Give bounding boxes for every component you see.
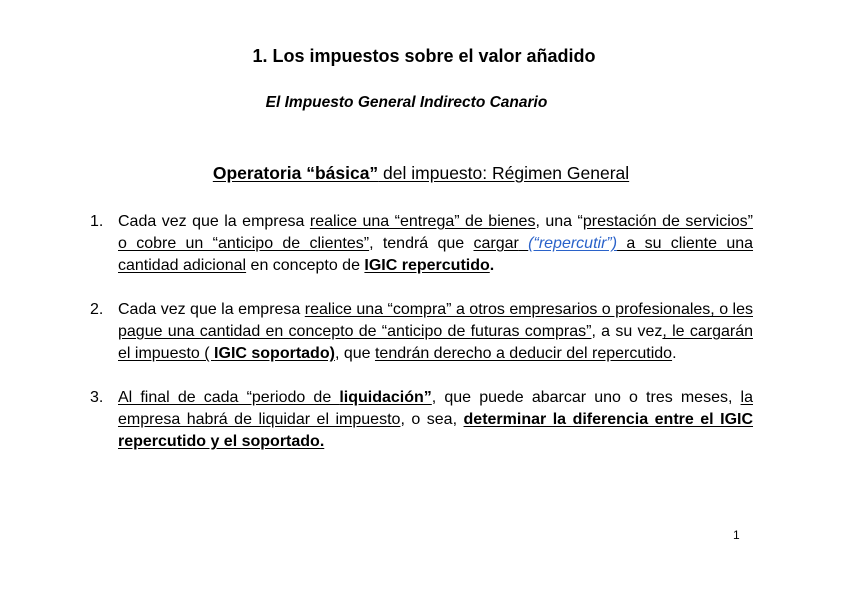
igic-repercutido-term: IGIC repercutido [364, 257, 490, 274]
item-3-underlined: la empresa habrá de liquidar el impuesto [118, 389, 753, 428]
list-item-number: 3. [90, 389, 104, 406]
section-heading [0, 163, 842, 184]
item-2-text: . [672, 345, 677, 362]
item-1-underlined: a su cliente una cantidad adicional [118, 235, 754, 274]
item-1-underlined: realice una “entrega” de bienes [309, 213, 536, 230]
item-2-underlined: tendrán derecho a deducir del repercutido [374, 345, 673, 362]
repercutir-link[interactable]: (“repercutir”) [528, 235, 618, 252]
section-heading-rest: del impuesto: Régimen General [378, 163, 630, 183]
item-2-underlined: realice una “compra” a otros empresarios o profesionales, o les pague una cantidad en concepto de “anticipo de futuras compras” [118, 301, 753, 340]
item-2-text: , que [334, 345, 375, 362]
list-item-number: 1. [90, 213, 104, 230]
item-3-conclusion: determinar la diferencia entre el IGIC repercutido y el soportado. [118, 411, 754, 450]
item-1-period: . [489, 257, 495, 274]
item-1-text: , tendrá que [369, 235, 474, 252]
list-item [90, 211, 753, 277]
item-1-text: , una “ [535, 213, 583, 230]
liquidacion-term: liquidación” [339, 389, 432, 406]
rules-list [90, 211, 753, 475]
item-1-text: Cada vez que la empresa [118, 213, 310, 230]
section-heading-bold: Operatoria “básica” [212, 163, 379, 183]
list-item [90, 299, 753, 365]
item-1-text: en concepto de [246, 257, 365, 274]
item-1-underlined: cargar [473, 235, 519, 252]
list-item-number: 2. [90, 301, 104, 318]
item-2-underlined: , le cargarán el impuesto ( [118, 323, 753, 362]
page-number: 1 [733, 528, 740, 542]
list-item [90, 387, 753, 453]
item-3-text: , o sea, [400, 411, 464, 428]
item-1-underlined: prestación de servicios” o cobre un “anticipo de clientes” [118, 213, 753, 252]
igic-soportado-term: IGIC soportado) [214, 345, 335, 362]
item-2-text: , a su vez [591, 323, 663, 340]
item-2-text: Cada vez que la empresa [118, 301, 305, 318]
item-3-underlined: Al final de cada “periodo de [118, 389, 340, 406]
item-1-underlined-space [519, 235, 528, 252]
item-3-text: , que puede abarcar uno o tres meses, [431, 389, 741, 406]
page-title: 1. Los impuestos sobre el valor añadido [252, 46, 596, 66]
page-subtitle: El Impuesto General Indirecto Canario [265, 94, 548, 111]
